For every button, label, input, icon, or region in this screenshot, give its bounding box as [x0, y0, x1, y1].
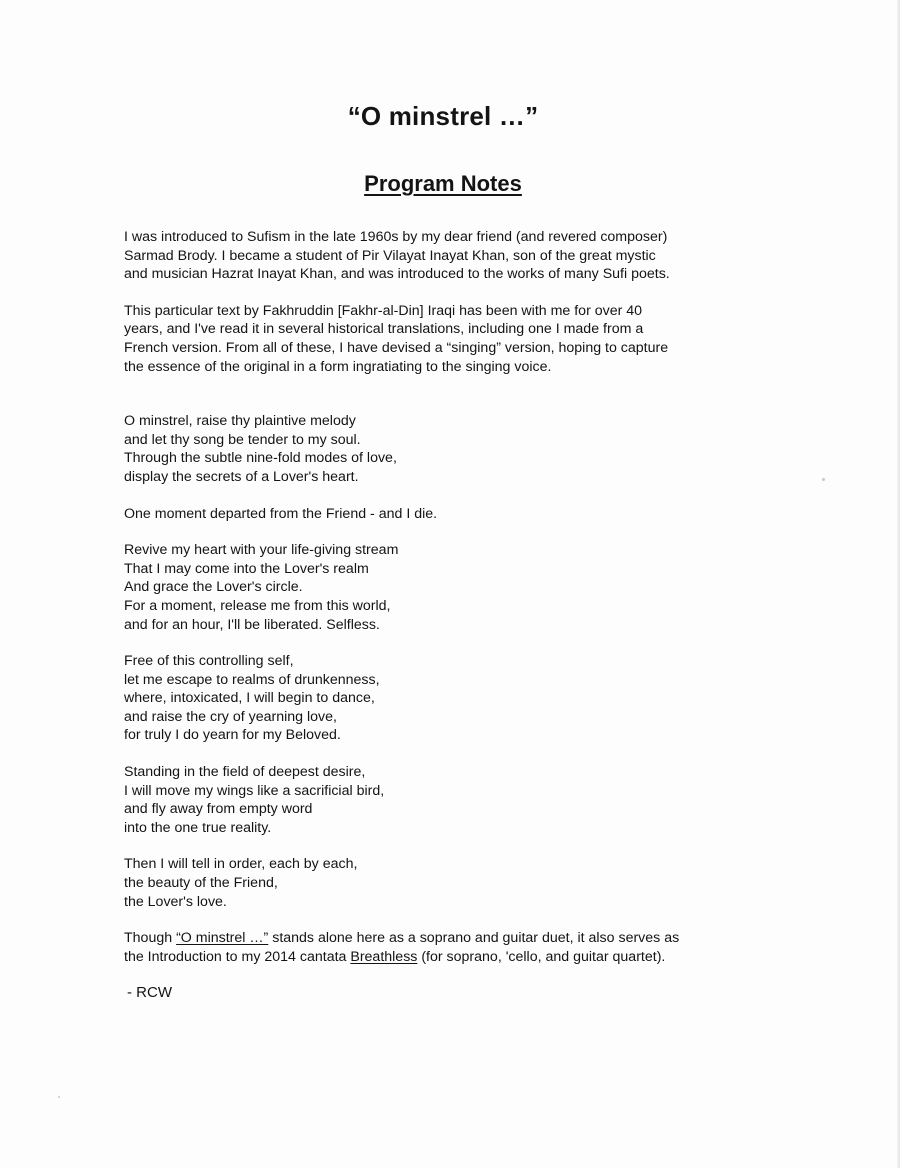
work-title-link: “O minstrel …”: [176, 930, 269, 947]
page-title: “O minstrel …”: [347, 101, 539, 131]
text-line: the essence of the original in a form ingratiating to the singing voice.: [124, 358, 552, 375]
poem-line: and raise the cry of yearning love,: [124, 708, 337, 725]
text-line: and musician Hazrat Inayat Khan, and was introduced to the works of many Sufi poets.: [124, 266, 670, 283]
closing-text: stands alone here as a soprano and guitar duet, it also serves as: [268, 930, 680, 947]
text-line: Sarmad Brody. I became a student of Pir Vilayat Inayat Khan, son of the great mystic: [124, 247, 656, 264]
text-line: French version. From all of these, I have devised a “singing” version, hoping to capture: [124, 339, 669, 356]
closing-text: Though: [124, 930, 177, 947]
poem-line: And grace the Lover's circle.: [124, 579, 303, 596]
poem-line: I will move my wings like a sacrificial bird,: [124, 782, 385, 799]
text-line: I was introduced to Sufism in the late 1960s by my dear friend (and revered composer): [124, 229, 668, 245]
poem-line: Free of this controlling self,: [124, 653, 294, 670]
poem-line: That I may come into the Lover's realm: [124, 560, 369, 577]
document-body: [124, 228, 784, 1003]
page-subtitle: Program Notes: [364, 171, 522, 196]
poem-line: Revive my heart with your life-giving stream: [124, 542, 399, 559]
poem-line: for truly I do yearn for my Beloved.: [124, 727, 341, 744]
poem-stanza-6: [124, 855, 784, 911]
poem-line: display the secrets of a Lover's heart.: [124, 468, 359, 485]
poem-line: into the one true reality.: [124, 819, 272, 836]
closing-text: the Introduction to my 2014 cantata: [124, 948, 351, 965]
text-line: [124, 948, 784, 967]
poem-line: where, intoxicated, I will begin to dance,: [124, 690, 375, 707]
closing-text: (for soprano, 'cello, and guitar quartet).: [417, 948, 666, 965]
scan-speck: [58, 1096, 60, 1098]
poem-stanza-1: [124, 412, 784, 486]
poem-line: Standing in the field of deepest desire,: [124, 764, 366, 781]
text-line: [124, 929, 784, 948]
cantata-title: Breathless: [350, 948, 418, 965]
poem-line: and let thy song be tender to my soul.: [124, 431, 361, 448]
poem-line: and for an hour, I'll be liberated. Selfless.: [124, 616, 380, 633]
poem-line: For a moment, release me from this world,: [124, 597, 391, 614]
poem-stanza-3: [124, 541, 784, 634]
scan-speck: [822, 478, 825, 481]
poem-line: the beauty of the Friend,: [124, 875, 278, 892]
poem-line: Then I will tell in order, each by each,: [124, 856, 358, 873]
poem-line: the Lover's love.: [124, 893, 227, 910]
intro-paragraph-2: [124, 302, 784, 376]
poem-line: let me escape to realms of drunkenness,: [124, 671, 380, 688]
poem-line: and fly away from empty word: [124, 801, 313, 818]
poem-line: Through the subtle nine-fold modes of love,: [124, 450, 397, 467]
poem-stanza-2: [124, 505, 784, 524]
poem-stanza-5: [124, 763, 784, 837]
poem-line: O minstrel, raise thy plaintive melody: [124, 413, 356, 430]
poem-stanza-4: [124, 652, 784, 745]
poem-line: One moment departed from the Friend - and I die.: [124, 505, 438, 522]
closing-paragraph: [124, 929, 784, 966]
signature: - RCW: [127, 984, 172, 1002]
text-line: years, and I've read it in several historical translations, including one I made from a: [124, 321, 644, 338]
text-line: This particular text by Fakhruddin [Fakhr-al-Din] Iraqi has been with me for over 40: [124, 302, 643, 319]
intro-paragraph-1: [124, 228, 784, 284]
